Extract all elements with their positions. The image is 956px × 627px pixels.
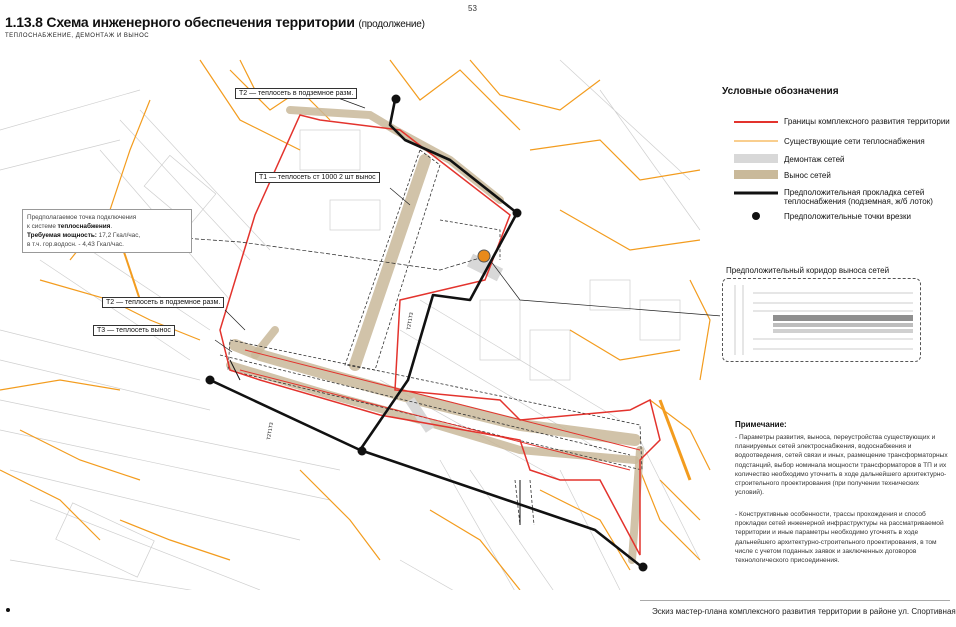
connection-note-line1: Предполагаемое точка подключения (27, 214, 137, 221)
footer-divider (640, 600, 950, 601)
svg-text:Т2Т1Т3: Т2Т1Т3 (266, 422, 276, 441)
tap-point (392, 95, 401, 104)
callout-t2-mid: Т2 — теплосеть в подземное разм. (102, 297, 224, 308)
page-title (5, 14, 425, 30)
tap-point (513, 209, 522, 218)
connection-note-power-label: Требуемая мощность: (27, 232, 97, 239)
legend-label-relocation: Вынос сетей (784, 171, 831, 180)
connection-note-power-value: 17,2 Гкал/час, (96, 232, 141, 239)
site-map (0, 40, 720, 590)
footer-bullet (6, 608, 10, 612)
corridor-section-drawing (723, 279, 920, 361)
connection-point-marker (478, 250, 490, 262)
footer-caption: Эскиз мастер-плана комплексного развития территории в районе ул. Спортивная (652, 607, 956, 616)
connection-note (22, 209, 192, 253)
page-number: 53 (468, 4, 477, 13)
legend-symbols (730, 112, 782, 232)
corridor-band-heating (773, 315, 913, 321)
connection-note-system: теплоснабжения (57, 223, 111, 230)
legend-label-boundary: Границы комплексного развития территории (784, 117, 950, 126)
legend-symbol-relocation (734, 170, 778, 179)
callout-t3: Т3 — теплосеть вынос (93, 325, 175, 336)
legend-label-tap: Предположительные точки врезки (784, 212, 911, 221)
legend-title: Условные обозначения (722, 86, 839, 97)
connection-note-line4: в т.ч. гор.водосн. - 4,43 Гкал/час. (27, 241, 124, 248)
title-main: 1.13.8 Схема инженерного обеспечения территории (5, 14, 355, 30)
corridor-section (722, 278, 921, 362)
legend-label-existing: Существующие сети теплоснабжения (784, 137, 925, 146)
title-suffix: (продолжение) (358, 19, 425, 30)
corridor-band-heating-3 (773, 329, 913, 333)
tap-point (206, 376, 215, 385)
page-subtitle: ТЕПЛОСНАБЖЕНИЕ, ДЕМОНТАЖ И ВЫНОС (5, 33, 150, 39)
tap-point (358, 447, 367, 456)
tap-point (639, 563, 648, 572)
note-paragraph-1: - Параметры развития, выноса, переустройства существующих и планируемых сетей электроснабжения, водоснабжения и водоотведения, сетей связи и иных, размещение трансформаторных подстанций, выбор номинала мощности трансформаторов в ТП и их количество необходимо уточнить в ходе дальнейшего архитектурно-строительного проектирования (при получении технических условий). (735, 434, 948, 497)
callout-t2-top: Т2 — теплосеть в подземное разм. (235, 88, 357, 99)
legend-label-new: Предположительная прокладка сетей теплоснабжения (подземная, ж/б лоток) (784, 188, 933, 206)
legend-symbol-tap (752, 212, 760, 220)
corridor-outlines (220, 150, 642, 525)
svg-text:Т2Т1Т3: Т2Т1Т3 (406, 312, 416, 331)
note-paragraph-2: - Конструктивные особенности, трассы прохождения и способ прокладки сетей инженерной инфраструктуры на рассматриваемой территории и иные параметры необходимо уточнять в ходе дальнейшего архитектурно-строительного проектирования, в том числе с учетом поданных заявок и заключенных договоров технологического присоединения. (735, 511, 944, 565)
corridor-title: Предположительный коридор выноса сетей (726, 266, 890, 275)
callout-t1: Т1 — теплосеть ст 1000 2 шт вынос (255, 172, 380, 183)
connection-note-line2 (27, 222, 187, 231)
legend-label-demolition: Демонтаж сетей (784, 155, 845, 164)
connection-note-suffix: . (110, 223, 113, 230)
legend-symbol-demolition (734, 154, 778, 163)
connection-note-line3 (27, 231, 187, 240)
note-title: Примечание: (735, 420, 787, 429)
corridor-band-heating-2 (773, 323, 913, 327)
connection-note-prefix: к системе (27, 223, 58, 230)
